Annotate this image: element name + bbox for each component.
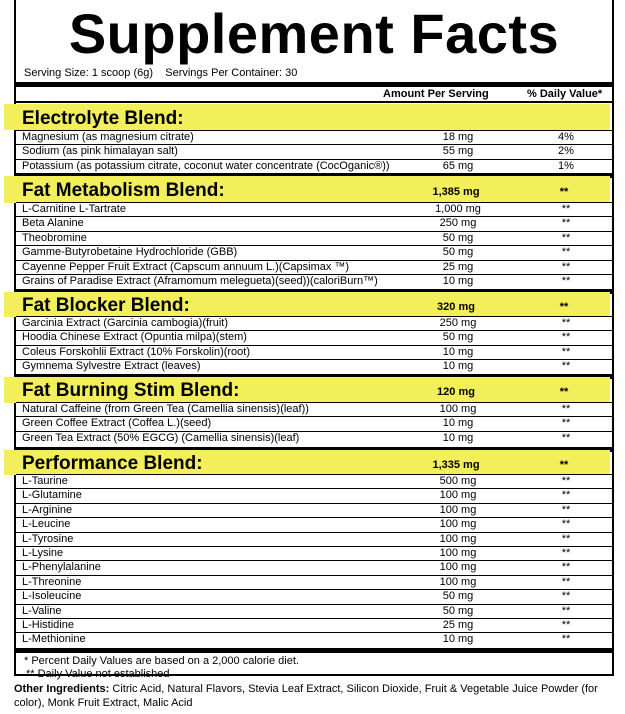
ingredient-dv: ** <box>561 619 571 631</box>
ingredient-name: L-Arginine <box>22 503 73 516</box>
serving-size: Serving Size: 1 scoop (6g) <box>24 67 154 79</box>
ingredient-name: Cayenne Pepper Fruit Extract (Capscum annuum L.)(Capsimax ™) <box>22 260 350 273</box>
ingredient-row <box>16 488 612 502</box>
ingredient-dv: ** <box>561 231 571 244</box>
blend-amount: 1,385 mg <box>432 186 480 198</box>
ingredient-dv: ** <box>561 547 571 559</box>
ingredient-name: Sodium (as pink himalayan salt) <box>22 145 178 158</box>
ingredient-row <box>16 359 612 373</box>
ingredient-dv: ** <box>561 417 571 430</box>
ingredient-amount: 100 mg <box>439 547 477 559</box>
col-amount-header: Amount Per Serving <box>383 88 489 100</box>
ingredient-amount: 100 mg <box>439 532 477 545</box>
ingredient-row <box>16 431 612 445</box>
ingredient-amount: 50 mg <box>442 604 474 617</box>
footnote-dv-not-established: ** Daily Value not established <box>26 668 170 680</box>
ingredient-dv: ** <box>561 604 571 617</box>
ingredient-name: L-Threonine <box>22 575 82 588</box>
ingredient-dv: ** <box>561 518 571 531</box>
ingredient-row <box>16 316 612 330</box>
blend-dv: ** <box>559 186 569 198</box>
ingredient-name: L-Valine <box>22 604 62 617</box>
ingredient-amount: 50 mg <box>442 590 474 603</box>
ingredient-row <box>16 532 612 546</box>
ingredient-dv: 1% <box>558 159 574 172</box>
ingredient-row <box>16 202 612 216</box>
ingredient-dv: ** <box>561 360 571 373</box>
ingredient-amount: 25 mg <box>442 619 474 631</box>
ingredient-amount: 10 mg <box>442 345 474 358</box>
ingredient-amount: 100 mg <box>439 518 477 531</box>
ingredient-name: Natural Caffeine (from Green Tea (Camellia sinensis)(leaf)) <box>22 403 309 415</box>
blend-dv: ** <box>559 386 569 398</box>
ingredient-row <box>16 546 612 560</box>
ingredient-row <box>16 503 612 517</box>
ingredient-amount: 65 mg <box>442 159 474 172</box>
ingredient-amount: 100 mg <box>439 561 477 574</box>
ingredient-row <box>16 604 612 618</box>
ingredient-row <box>16 632 612 646</box>
ingredient-name: L-Histidine <box>22 619 74 631</box>
ingredient-name: L-Methionine <box>22 633 86 646</box>
ingredient-row <box>16 130 612 144</box>
ingredient-dv: ** <box>561 260 571 273</box>
ingredient-name: L-Isoleucine <box>22 590 82 603</box>
ingredient-name: Hoodia Chinese Extract (Opuntia milpa)(stem) <box>22 331 247 344</box>
ingredient-name: L-Leucine <box>22 518 71 531</box>
ingredient-row <box>16 260 612 274</box>
ingredient-amount: 50 mg <box>442 231 474 244</box>
ingredient-amount: 1,000 mg <box>435 203 481 215</box>
ingredient-dv: ** <box>561 590 571 603</box>
blend-amount: 1,335 mg <box>432 459 480 471</box>
footer-divider <box>16 648 612 653</box>
ingredient-dv: 4% <box>558 131 574 143</box>
ingredient-amount: 55 mg <box>442 145 474 158</box>
ingredient-name: Garcinia Extract (Garcinia cambogia)(fruit) <box>22 317 229 329</box>
ingredient-dv: ** <box>561 475 571 487</box>
facts-title: Supplement Facts <box>68 2 560 65</box>
ingredient-amount: 10 mg <box>442 360 474 373</box>
ingredient-name: Grains of Paradise Extract (Aframomum melegueta)(seed))(caloriBurn™) <box>22 275 378 287</box>
ingredient-name: Gamme-Butyrobetaine Hydrochloride (GBB) <box>22 246 238 259</box>
ingredient-dv: ** <box>561 575 571 588</box>
blend-amount: 120 mg <box>437 386 475 398</box>
other-ingredients-text: Citric Acid, Natural Flavors, Stevia Leaf Extract, Silicon Dioxide, Fruit & Vegetable Juice Powder (for color), Monk Fruit Extract, Malic Acid <box>14 683 598 709</box>
ingredient-dv: ** <box>561 561 571 574</box>
other-ingredients-label: Other Ingredients: <box>14 683 110 695</box>
ingredient-row <box>16 330 612 344</box>
thick-divider <box>16 82 612 87</box>
ingredient-amount: 10 mg <box>442 275 474 287</box>
ingredient-row <box>16 575 612 589</box>
ingredient-name: Theobromine <box>22 231 87 244</box>
ingredient-name: Potassium (as potassium citrate, coconut water concentrate (CocOganic®)) <box>22 159 390 172</box>
ingredient-name: L-Taurine <box>22 475 68 487</box>
ingredient-dv: ** <box>561 532 571 545</box>
ingredient-row <box>16 231 612 245</box>
ingredient-amount: 100 mg <box>439 403 477 415</box>
ingredient-amount: 250 mg <box>439 217 477 230</box>
serving-info <box>24 67 297 79</box>
other-ingredients <box>14 682 614 710</box>
ingredient-row <box>16 589 612 603</box>
ingredient-row <box>16 416 612 430</box>
ingredient-row <box>16 402 612 416</box>
servings-per-container: Servings Per Container: 30 <box>165 67 298 79</box>
blend-dv: ** <box>559 301 569 313</box>
ingredient-row <box>16 245 612 259</box>
ingredient-amount: 10 mg <box>442 633 474 646</box>
ingredient-amount: 100 mg <box>439 503 477 516</box>
ingredient-row <box>16 216 612 230</box>
ingredient-dv: ** <box>561 217 571 230</box>
ingredient-dv: ** <box>561 317 571 329</box>
ingredient-amount: 50 mg <box>442 246 474 259</box>
ingredient-dv: ** <box>561 403 571 415</box>
ingredient-amount: 500 mg <box>439 475 477 487</box>
ingredient-amount: 100 mg <box>439 575 477 588</box>
ingredient-dv: ** <box>561 331 571 344</box>
ingredient-row <box>16 517 612 531</box>
blend-amount: 320 mg <box>437 301 475 313</box>
ingredient-name: L-Glutamine <box>22 489 82 502</box>
ingredient-dv: ** <box>561 345 571 358</box>
ingredient-amount: 10 mg <box>442 431 474 444</box>
blend-dv: ** <box>559 459 569 471</box>
ingredient-dv: ** <box>561 275 571 287</box>
col-dv-header: % Daily Value* <box>527 88 603 100</box>
ingredient-amount: 50 mg <box>442 331 474 344</box>
blend-divider <box>16 101 612 103</box>
ingredient-dv: 2% <box>558 145 574 158</box>
ingredient-row <box>16 345 612 359</box>
ingredient-name: Beta Alanine <box>22 217 84 230</box>
ingredient-name: L-Lysine <box>22 547 64 559</box>
ingredient-name: Gymnema Sylvestre Extract (leaves) <box>22 360 201 373</box>
blend-title: Fat Burning Stim Blend: <box>22 380 240 401</box>
ingredient-row <box>16 560 612 574</box>
ingredient-dv: ** <box>561 203 571 215</box>
ingredient-amount: 250 mg <box>439 317 477 329</box>
ingredient-amount: 25 mg <box>442 260 474 273</box>
ingredient-name: Green Tea Extract (50% EGCG) (Camellia sinensis)(leaf) <box>22 431 300 444</box>
ingredient-dv: ** <box>561 503 571 516</box>
blend-title: Fat Metabolism Blend: <box>22 180 225 201</box>
ingredient-name: Coleus Forskohlii Extract (10% Forskolin)(root) <box>22 345 251 358</box>
ingredient-row <box>16 474 612 488</box>
ingredient-row <box>16 274 612 288</box>
ingredient-row <box>16 144 612 158</box>
ingredient-name: L-Tyrosine <box>22 532 74 545</box>
ingredient-dv: ** <box>561 633 571 646</box>
ingredient-name: L-Carnitine L-Tartrate <box>22 203 126 215</box>
blend-title: Performance Blend: <box>22 453 203 474</box>
blend-title: Fat Blocker Blend: <box>22 295 190 316</box>
ingredient-dv: ** <box>561 431 571 444</box>
ingredient-dv: ** <box>561 489 571 502</box>
ingredient-name: Magnesium (as magnesium citrate) <box>22 131 194 143</box>
ingredient-name: L-Phenylalanine <box>22 561 101 574</box>
ingredient-row <box>16 618 612 632</box>
ingredient-name: Green Coffee Extract (Coffea L.)(seed) <box>22 417 212 430</box>
ingredient-row <box>16 159 612 173</box>
ingredient-amount: 100 mg <box>439 489 477 502</box>
ingredient-dv: ** <box>561 246 571 259</box>
ingredient-amount: 10 mg <box>442 417 474 430</box>
ingredient-amount: 18 mg <box>442 131 474 143</box>
blend-title: Electrolyte Blend: <box>22 108 184 129</box>
footnote-percent: * Percent Daily Values are based on a 2,000 calorie diet. <box>24 655 299 667</box>
